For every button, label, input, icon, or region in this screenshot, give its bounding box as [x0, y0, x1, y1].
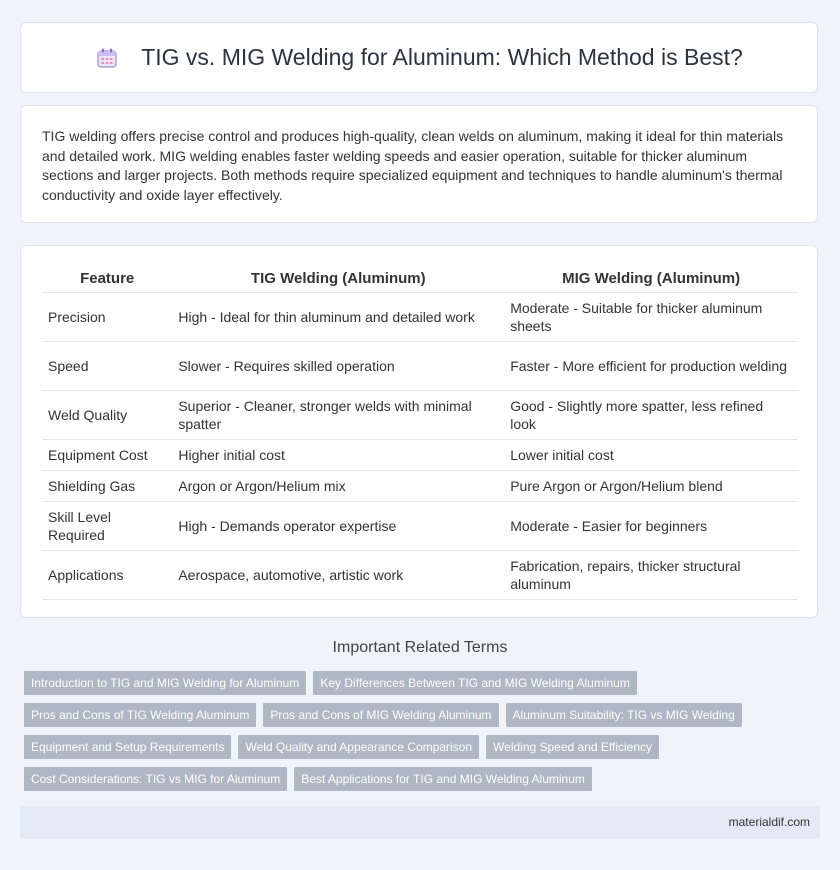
- table-row: [42, 502, 798, 551]
- related-term-tag[interactable]: Weld Quality and Appearance Comparison: [238, 735, 479, 759]
- row-mig: Pure Argon or Argon/Helium blend: [504, 471, 798, 502]
- related-term-tag[interactable]: Pros and Cons of MIG Welding Aluminum: [263, 703, 498, 727]
- row-feature: Applications: [42, 551, 172, 600]
- row-feature: Speed: [42, 342, 172, 391]
- row-mig: Moderate - Suitable for thicker aluminum sheets: [504, 293, 798, 342]
- row-mig: Fabrication, repairs, thicker structural aluminum: [504, 551, 798, 600]
- comparison-table: [42, 265, 798, 600]
- intro-text: TIG welding offers precise control and produces high-quality, clean welds on aluminum, making it ideal for thin materials and detailed work. MIG welding enables faster welding speeds and easier operation, suitable for thicker aluminum sections and larger projects. Both methods require specialized equipment and techniques to handle aluminum's thermal conductivity and oxide layer effectively.: [42, 128, 784, 203]
- header-mig: MIG Welding (Aluminum): [504, 265, 798, 293]
- row-feature: Weld Quality: [42, 391, 172, 440]
- row-tig: Superior - Cleaner, stronger welds with minimal spatter: [172, 391, 504, 440]
- title-card: [20, 22, 818, 93]
- footer: [20, 806, 820, 839]
- related-term-tag[interactable]: Key Differences Between TIG and MIG Welding Aluminum: [313, 671, 636, 695]
- table-row: [42, 471, 798, 502]
- table-row: [42, 551, 798, 600]
- footer-site[interactable]: materialdif.com: [728, 815, 810, 829]
- row-feature: Skill Level Required: [42, 502, 172, 551]
- related-term-tag[interactable]: Introduction to TIG and MIG Welding for Aluminum: [24, 671, 306, 695]
- row-feature: Precision: [42, 293, 172, 342]
- row-tig: Higher initial cost: [172, 440, 504, 471]
- header-tig: TIG Welding (Aluminum): [172, 265, 504, 293]
- page-title: [95, 44, 743, 71]
- row-mig: Good - Slightly more spatter, less refined look: [504, 391, 798, 440]
- row-tig: Argon or Argon/Helium mix: [172, 471, 504, 502]
- related-term-tag[interactable]: Pros and Cons of TIG Welding Aluminum: [24, 703, 256, 727]
- row-tig: High - Demands operator expertise: [172, 502, 504, 551]
- intro-card: [20, 105, 818, 223]
- related-terms-list: [24, 671, 824, 799]
- row-mig: Faster - More efficient for production welding: [504, 342, 798, 391]
- row-feature: Equipment Cost: [42, 440, 172, 471]
- row-mig: Moderate - Easier for beginners: [504, 502, 798, 551]
- related-term-tag[interactable]: Best Applications for TIG and MIG Welding Aluminum: [294, 767, 592, 791]
- related-term-tag[interactable]: Aluminum Suitability: TIG vs MIG Welding: [506, 703, 742, 727]
- comparison-card: [20, 245, 818, 618]
- header-feature: Feature: [42, 265, 172, 293]
- page-title-text: TIG vs. MIG Welding for Aluminum: Which Method is Best?: [141, 44, 743, 70]
- row-tig: Aerospace, automotive, artistic work: [172, 551, 504, 600]
- table-row: [42, 342, 798, 391]
- table-row: [42, 391, 798, 440]
- row-mig: Lower initial cost: [504, 440, 798, 471]
- related-terms-title: Important Related Terms: [332, 639, 508, 656]
- row-tig: High - Ideal for thin aluminum and detailed work: [172, 293, 504, 342]
- row-tig: Slower - Requires skilled operation: [172, 342, 504, 391]
- table-row: [42, 293, 798, 342]
- row-feature: Shielding Gas: [42, 471, 172, 502]
- table-row: [42, 440, 798, 471]
- related-term-tag[interactable]: Welding Speed and Efficiency: [486, 735, 659, 759]
- calendar-icon: [95, 46, 119, 70]
- related-term-tag[interactable]: Cost Considerations: TIG vs MIG for Aluminum: [24, 767, 287, 791]
- related-term-tag[interactable]: Equipment and Setup Requirements: [24, 735, 231, 759]
- table-header-row: [42, 265, 798, 293]
